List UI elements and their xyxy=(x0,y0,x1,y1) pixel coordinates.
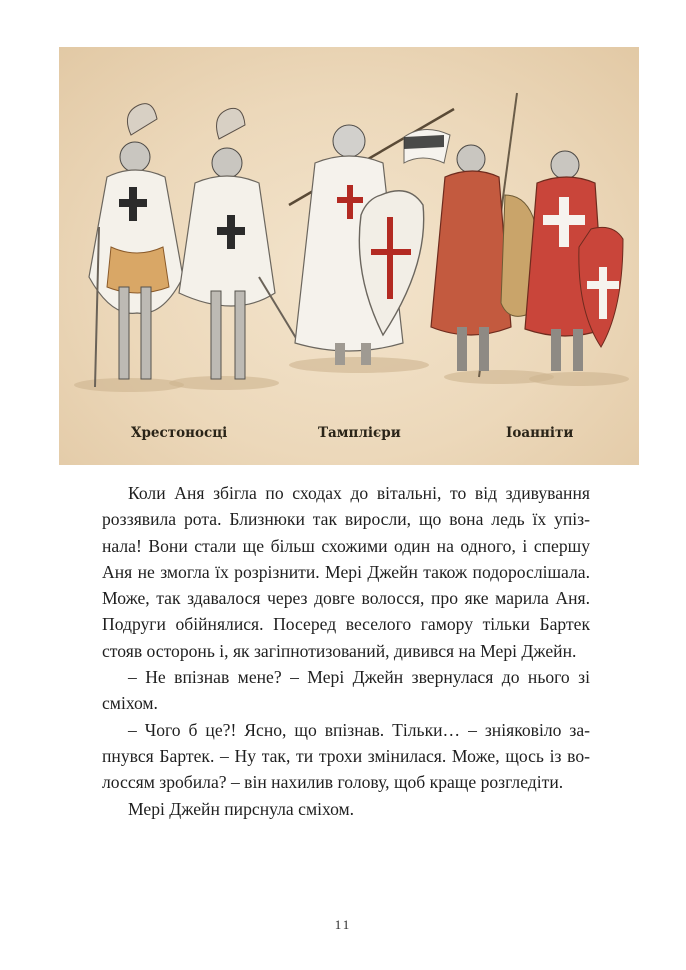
text-line: Подруги обійнялися. Посеред веселого гамору тільки Бартек xyxy=(102,614,590,635)
text-line: – Чого б це?! Ясно, що впізнав. Тільки… – зніяковіло за- xyxy=(128,719,590,740)
text-line: Аня не змогла їх розрізнити. Мері Джейн також подорослішала. xyxy=(102,561,590,582)
hospitaller-knight-2 xyxy=(525,151,623,371)
knights-illustration xyxy=(59,47,639,465)
text-line: лоссям зробила? – він нахилив голову, щоб краще розгледіти. xyxy=(102,772,564,793)
caption-hospitallers: Іоанніти xyxy=(506,425,574,441)
text-line: стояв осторонь і, як загіпнотизований, дивився на Мері Джейн. xyxy=(102,640,577,661)
crusader-knight-1 xyxy=(89,104,183,387)
caption-templars: Тамплієри xyxy=(318,425,401,441)
page-number: 11 xyxy=(334,917,352,932)
story-text xyxy=(102,480,590,822)
caption-crusaders: Хрестоносці xyxy=(131,425,228,441)
text-line: пнувся Бартек. – Ну так, ти трохи змінилася. Може, щось із во- xyxy=(102,745,590,766)
text-line: Мері Джейн пирснула сміхом. xyxy=(128,798,355,819)
text-line: нала! Вони стали ще більш схожими один на одного, і спершу xyxy=(102,535,590,556)
knights-drawing xyxy=(59,47,639,465)
crusader-knight-2 xyxy=(179,108,299,379)
text-line: роззявила рота. Близнюки так виросли, що вона ледь їх упіз- xyxy=(102,509,590,530)
text-line: сміхом. xyxy=(102,693,158,714)
text-line: Може, так здавалося через довге волосся, про яке марила Аня. xyxy=(102,588,590,609)
text-line: Коли Аня збігла по сходах до вітальні, то від здивування xyxy=(128,483,590,503)
text-line: – Не впізнав мене? – Мері Джейн звернулася до нього зі xyxy=(128,667,590,688)
templar-knight xyxy=(289,109,454,365)
